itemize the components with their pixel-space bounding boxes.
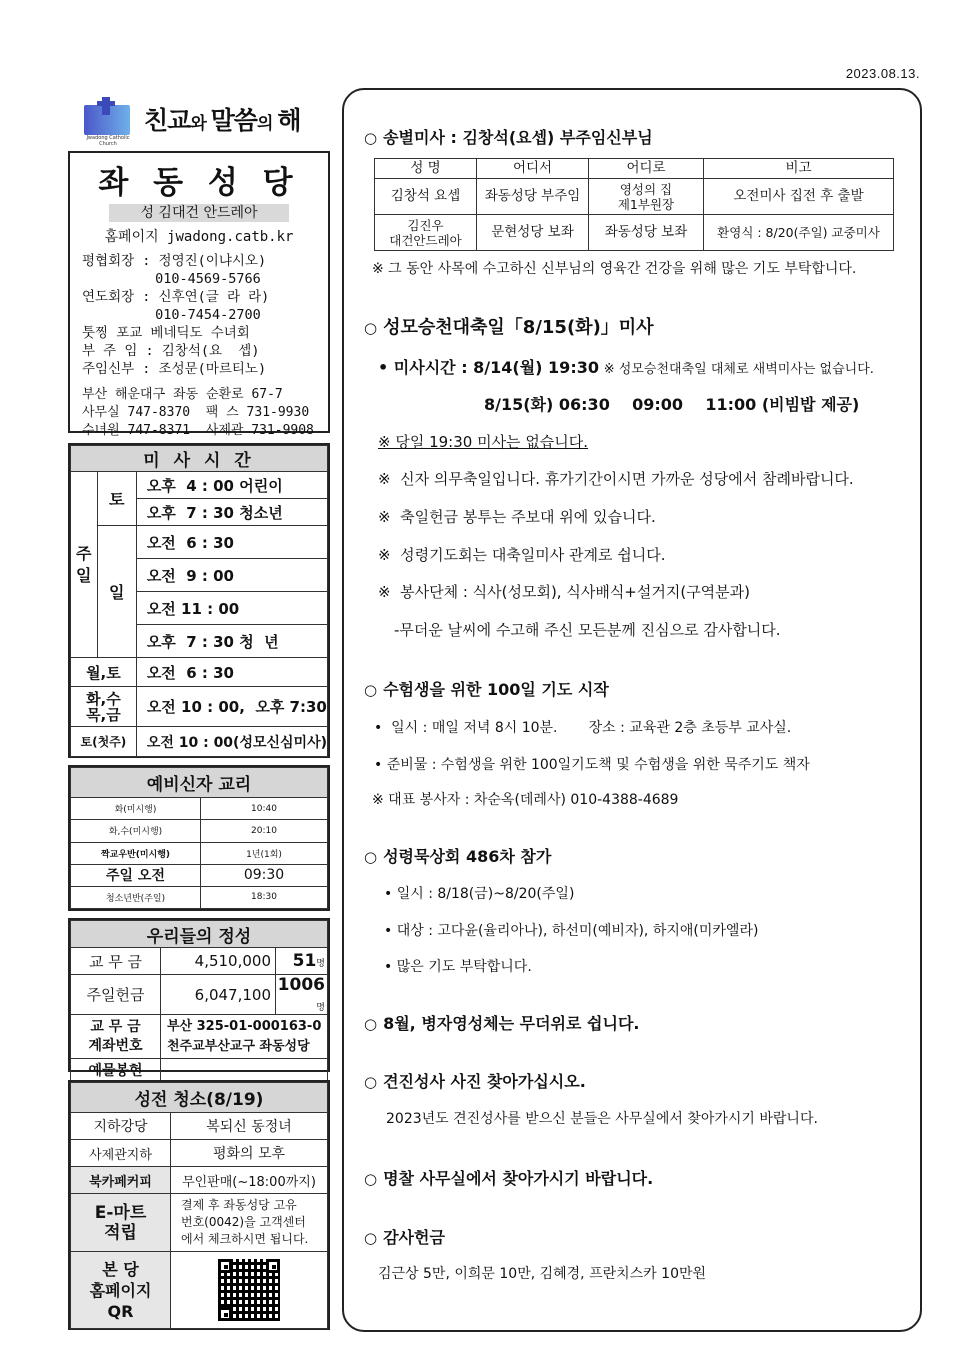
sunday-day-label: 일: [97, 526, 136, 658]
table-cell: 좌동성당 부주임: [477, 179, 589, 215]
retreat-line: • 일시 : 8/18(금)~8/20(주일): [384, 886, 575, 902]
catechism-title: 예비신자 교리: [71, 768, 328, 798]
weekday-label: 월,토: [71, 658, 137, 687]
homepage-qr-code[interactable]: [218, 1259, 280, 1321]
exam-line: ※ 대표 봉사자 : 차순옥(데레사) 010-4388-4689: [372, 792, 679, 808]
contact-list: [82, 386, 328, 440]
assumption-time2: 8/15(화) 06:30 09:00 11:00 (비빔밥 제공): [484, 395, 860, 414]
col-header: 어디서: [477, 159, 589, 179]
year-theme-title: 친교와 말씀의 해: [144, 106, 301, 135]
staff-list: [82, 252, 328, 378]
mass-time: 오전 9 : 00: [136, 559, 327, 592]
table-cell: 김진우 대건안드레아: [375, 215, 477, 251]
catechism-class: 주일 오전: [71, 864, 201, 886]
assumption-time-note: ※ 성모승천대축일 대체로 새벽미사는 없습니다.: [603, 362, 874, 377]
confirm-line: 2023년도 견진성사를 받으신 분들은 사무실에서 찾아가시기 바랍니다.: [386, 1111, 818, 1127]
sunday-label: 주 일: [71, 472, 98, 658]
cleaning-box: [68, 1080, 330, 1330]
cleaning-place: 사제관지하: [71, 1140, 171, 1167]
table-cell: 영성의 집 제1부원장: [589, 179, 704, 215]
emart-label: E-마트 적립: [71, 1194, 171, 1252]
mass-times-box: [68, 443, 330, 758]
staff-line: 010-4569-5766: [82, 271, 261, 287]
retreat-heading: ○ 성령묵상회 486차 참가: [364, 847, 552, 866]
table-cell: 문현성당 보좌: [477, 215, 589, 251]
assumption-note: ※ 당일 19:30 미사는 없습니다.: [378, 433, 589, 451]
account-number: 부산 325-01-000163-0: [167, 1018, 322, 1034]
table-cell: 김창석 요셉: [375, 179, 477, 215]
weekday-time: 오전 10 : 00, 오후 7:30: [136, 687, 327, 727]
staff-line: 툿찡 포교 베네딕도 수녀회: [82, 325, 250, 341]
mass-times-title: 미 사 시 간: [71, 446, 328, 472]
farewell-heading: ○ 송별미사 : 김창석(요셉) 부주임신부님: [364, 128, 653, 147]
farewell-table: [374, 158, 894, 251]
thanks-title: 감사헌금: [383, 1228, 445, 1247]
exam-heading: ○ 수험생을 위한 100일 기도 시작: [364, 680, 609, 699]
mass-time: 오후 4 : 00 어린이: [136, 472, 327, 499]
phone-line: 사무실 747-8370 팩 스 731-9930: [82, 405, 310, 420]
retreat-line: • 많은 기도 부탁합니다.: [384, 959, 532, 975]
cleaning-place: 지하강당: [71, 1113, 171, 1140]
weekday-label: 화,수 목,금: [71, 687, 137, 727]
catechism-time: 1년(1회): [201, 842, 328, 864]
church-patron: 성 김대건 안드레아: [109, 204, 289, 222]
cleaning-group: 평화의 모후: [171, 1140, 328, 1167]
gift-label: 예물봉헌: [71, 1059, 161, 1082]
offering-count: 51: [292, 951, 317, 971]
confirm-title: 견진성사 사진 찾아가십시오.: [383, 1072, 586, 1091]
sick-heading: ○ 8월, 병자영성체는 무더위로 쉽니다.: [364, 1014, 640, 1033]
assumption-thanks: -무더운 날씨에 수고해 주신 모든분께 진심으로 감사합니다.: [394, 621, 781, 639]
retreat-line: • 대상 : 고다윤(율리아나), 하선미(예비자), 하지애(미카엘라): [384, 923, 759, 939]
catechism-time: 09:30: [201, 864, 328, 886]
offering-amount: 6,047,100: [161, 975, 276, 1015]
phone-line: 수녀원 747-8371 사제관 731-9908: [82, 423, 314, 438]
catechism-class: 청소년반(주일): [71, 886, 201, 908]
farewell-title: 송별미사 : 김창석(요셉) 부주임신부님: [383, 128, 653, 147]
bulletin-date: 2023.08.13.: [845, 66, 920, 81]
offering-unit: 명: [316, 1003, 325, 1013]
table-cell: 오전미사 집전 후 출발: [704, 179, 894, 215]
church-info-box: [68, 151, 330, 438]
weekday-time: 오전 10 : 00(성모신심미사): [136, 727, 327, 757]
catechism-class: 화(미시행): [71, 798, 201, 820]
staff-line: 주임신부 : 조성문(마르티노): [82, 361, 267, 377]
thanks-heading: ○ 감사헌금: [364, 1228, 445, 1247]
account-label: 교 무 금 계좌번호: [71, 1015, 161, 1059]
staff-line: 평협회장 : 정영진(이냐시오): [82, 253, 267, 269]
assumption-heading: ○ 성모승천대축일「8/15(화)」미사: [364, 317, 654, 338]
staff-line: 010-7454-2700: [82, 307, 261, 323]
offering-amount: 4,510,000: [161, 948, 276, 975]
table-cell: 좌동성당 보좌: [589, 215, 704, 251]
offering-title: 우리들의 정성: [71, 921, 328, 948]
church-logo-icon: Jwadong Catholic Church: [78, 97, 136, 141]
offering-box: [68, 918, 330, 1079]
mass-time: 오전 6 : 30: [136, 526, 327, 559]
weekday-label: 토(첫주): [71, 727, 137, 757]
staff-line: 연도회장 : 신후연(글 라 라): [82, 289, 270, 305]
cleaning-group: 무인판매(~18:00까지): [171, 1167, 328, 1194]
assumption-note: ※ 성령기도회는 대축일미사 관계로 쉽니다.: [378, 546, 666, 564]
offering-label: 주일헌금: [71, 975, 161, 1015]
exam-title: 수험생을 위한 100일 기도 시작: [383, 680, 609, 699]
thanks-line: 김근상 5만, 이희문 10만, 김혜경, 프란치스카 10만원: [378, 1266, 707, 1282]
account-holder: 천주교부산교구 좌동성당: [167, 1038, 310, 1054]
weekday-time: 오전 6 : 30: [136, 658, 327, 687]
qr-label: 본 당 홈페이지 QR: [71, 1252, 171, 1329]
assumption-note: ※ 신자 의무축일입니다. 휴가기간이시면 가까운 성당에서 참례바랍니다.: [378, 470, 854, 488]
assumption-note: ※ 봉사단체 : 식사(성모회), 식사배식+설거지(구역분과): [378, 583, 751, 601]
catechism-class: 화,수(미시행): [71, 820, 201, 842]
farewell-note: ※ 그 동안 사목에 수고하신 신부님의 영육간 건강을 위해 많은 기도 부탁합니다.: [372, 261, 857, 277]
col-header: 어디로: [589, 159, 704, 179]
assumption-note: ※ 축일헌금 봉투는 주보대 위에 있습니다.: [378, 508, 656, 526]
mass-time: 오전 11 : 00: [136, 592, 327, 625]
catechism-time: 20:10: [201, 820, 328, 842]
col-header: 비고: [704, 159, 894, 179]
exam-line: • 준비물 : 수험생을 위한 100일기도책 및 수험생을 위한 묵주기도 책자: [374, 757, 810, 773]
table-cell: 환영식 : 8/20(주일) 교중미사: [704, 215, 894, 251]
emart-text: 결제 후 좌동성당 고유 번호(0042)을 고객센터 에서 체크하시면 됩니다.: [171, 1194, 328, 1252]
offering-count: 1006: [277, 975, 325, 995]
catechism-time: 18:30: [201, 886, 328, 908]
confirm-heading: ○ 견진성사 사진 찾아가십시오.: [364, 1072, 586, 1091]
mass-time: 오후 7 : 30 청소년: [136, 499, 327, 526]
col-header: 성 명: [375, 159, 477, 179]
saturday-label: 토: [97, 472, 136, 526]
retreat-title: 성령묵상회 486차 참가: [383, 847, 552, 866]
assumption-title: 성모승천대축일「8/15(화)」미사: [383, 317, 654, 338]
exam-line: • 일시 : 매일 저녁 8시 10분. 장소 : 교육관 2층 초등부 교사실.: [374, 720, 792, 736]
assumption-time-line: [378, 355, 874, 378]
cleaning-group: 복되신 동정녀: [171, 1113, 328, 1140]
card-title: 명찰 사무실에서 찾아가시기 바랍니다.: [383, 1169, 654, 1188]
staff-line: 부 주 임 : 김창석(요 셉): [82, 343, 260, 359]
cleaning-title: 성전 청소(8/19): [71, 1083, 328, 1113]
church-name: 좌 동 성 당: [98, 165, 300, 201]
offering-unit: 명: [316, 959, 325, 969]
catechism-time: 10:40: [201, 798, 328, 820]
offering-label: 교 무 금: [71, 948, 161, 975]
address: 부산 해운대구 좌동 순환로 67-7: [82, 387, 283, 402]
bulletin-logo: [78, 96, 334, 147]
assumption-time: • 미사시간 : 8/14(월) 19:30: [378, 358, 599, 377]
catechism-box: [68, 765, 330, 911]
sick-title: 8월, 병자영성체는 무더위로 쉽니다.: [383, 1014, 640, 1033]
mass-time: 오후 7 : 30 청 년: [136, 625, 327, 658]
church-homepage: 홈페이지 jwadong.catb.kr: [104, 229, 294, 245]
cleaning-place: 북카페커피: [71, 1167, 171, 1194]
catechism-class: 짝교우반(미시행): [71, 842, 201, 864]
card-heading: ○ 명찰 사무실에서 찾아가시기 바랍니다.: [364, 1169, 654, 1188]
